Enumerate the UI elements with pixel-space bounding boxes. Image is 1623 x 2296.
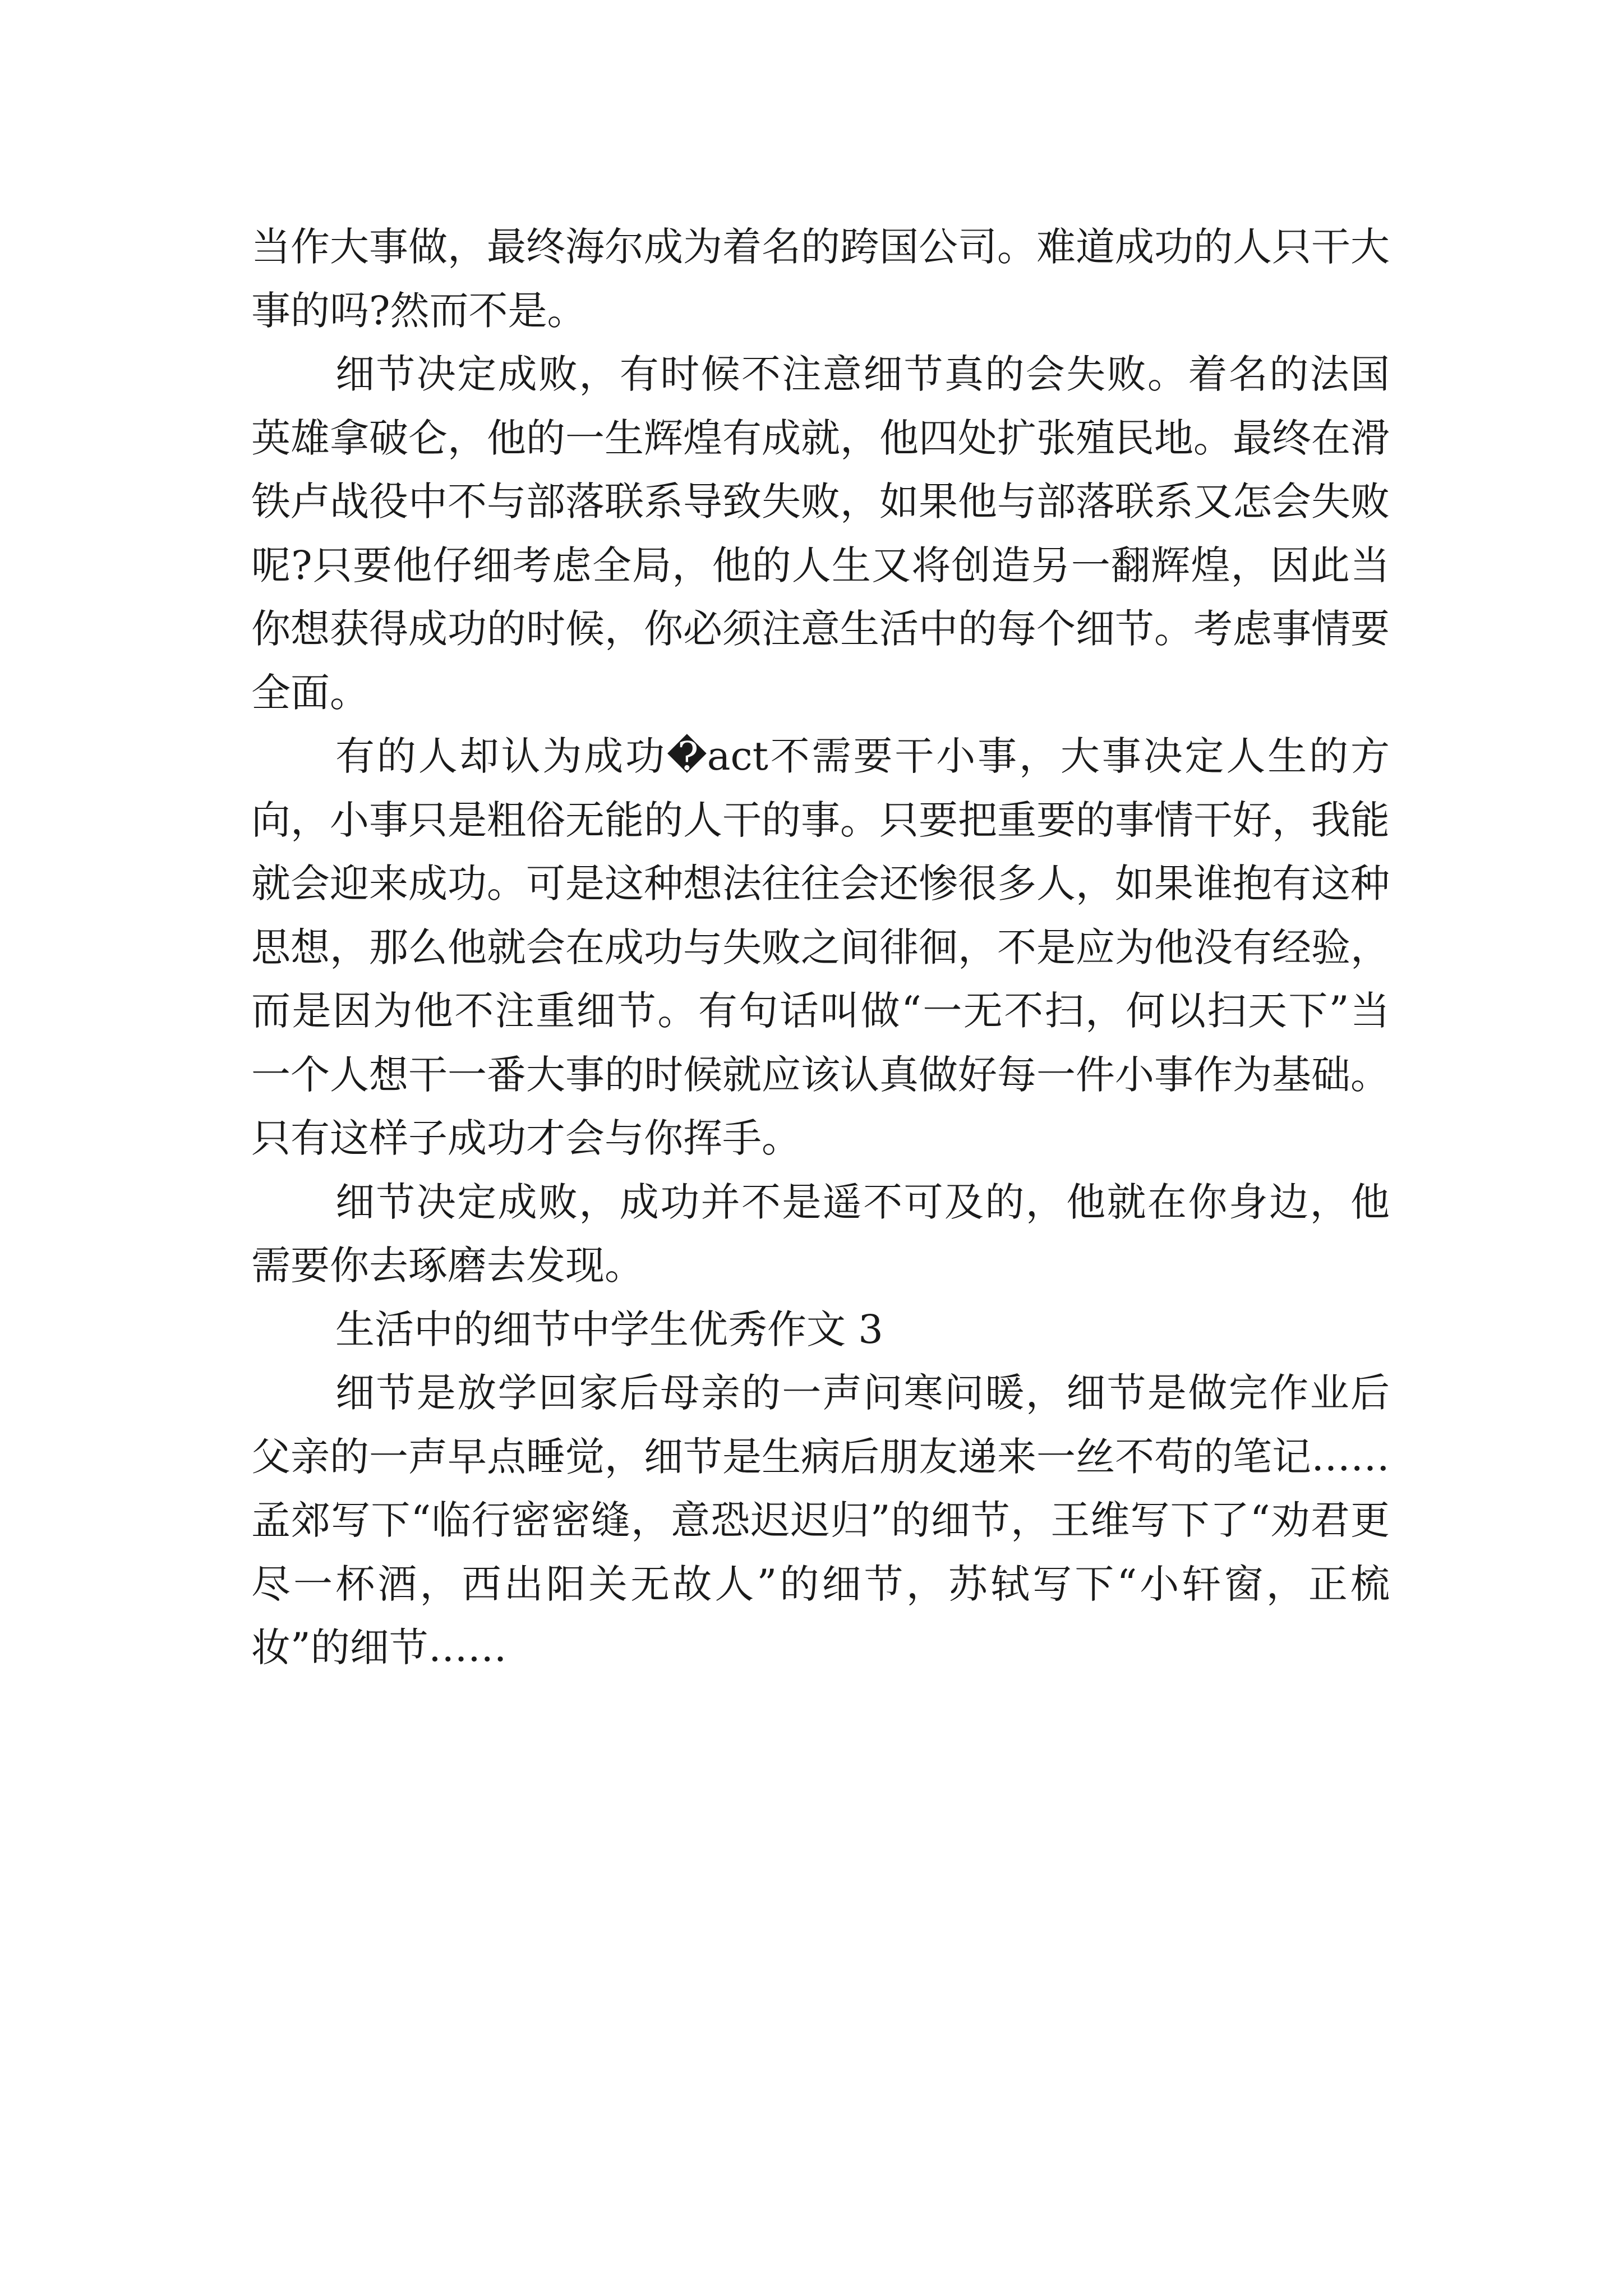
paragraph: 细节决定成败，有时候不注意细节真的会失败。着名的法国英雄拿破仑，他的一生辉煌有成就，他四处扩张殖民地。最终在滑铁卢战役中不与部落联系导致失败，如果他与部落联系又怎会失败呢?只要他仔细考虑全局，他的人生又将创造另一翻辉煌，因此当你想获得成功的时候，你必须注意生活中的每个细节。考虑事情要全面。 (251, 351, 1390, 716)
paragraph: 有的人却认为成功�act不需要干小事，大事决定人生的方向，小事只是粗俗无能的人干的事。只要把重要的事情干好，我能就会迎来成功。可是这种想法往往会还惨很多人，如果谁抱有这种思想，那么他就会在成功与失败之间徘徊，不是应为他没有经验，而是因为他不注重细节。有句话叫做“一无不扫，何以扫天下”当一个人想干一番大事的时候就应该认真做好每一件小事作为基础。只有这样子成功才会与你挥手。 (251, 733, 1390, 1161)
section-heading: 生活中的细节中学生优秀作文 3 (335, 1306, 883, 1352)
paragraph: 细节是放学回家后母亲的一声问寒问暖，细节是做完作业后父亲的一声早点睡觉，细节是生病后朋友递来一丝不苟的笔记……孟郊写下“临行密密缝，意恐迟迟归”的细节，王维写下了“劝君更尽一杯酒，西出阳关无故人”的细节，苏轼写下“小轩窗，正梳妆”的细节…… (251, 1370, 1390, 1671)
paragraph: 当作大事做，最终海尔成为着名的跨国公司。难道成功的人只干大事的吗?然而不是。 (251, 224, 1390, 334)
body-text (251, 215, 1390, 1680)
paragraph: 细节决定成败，成功并不是遥不可及的，他就在你身边，他需要你去琢磨去发现。 (251, 1179, 1390, 1289)
